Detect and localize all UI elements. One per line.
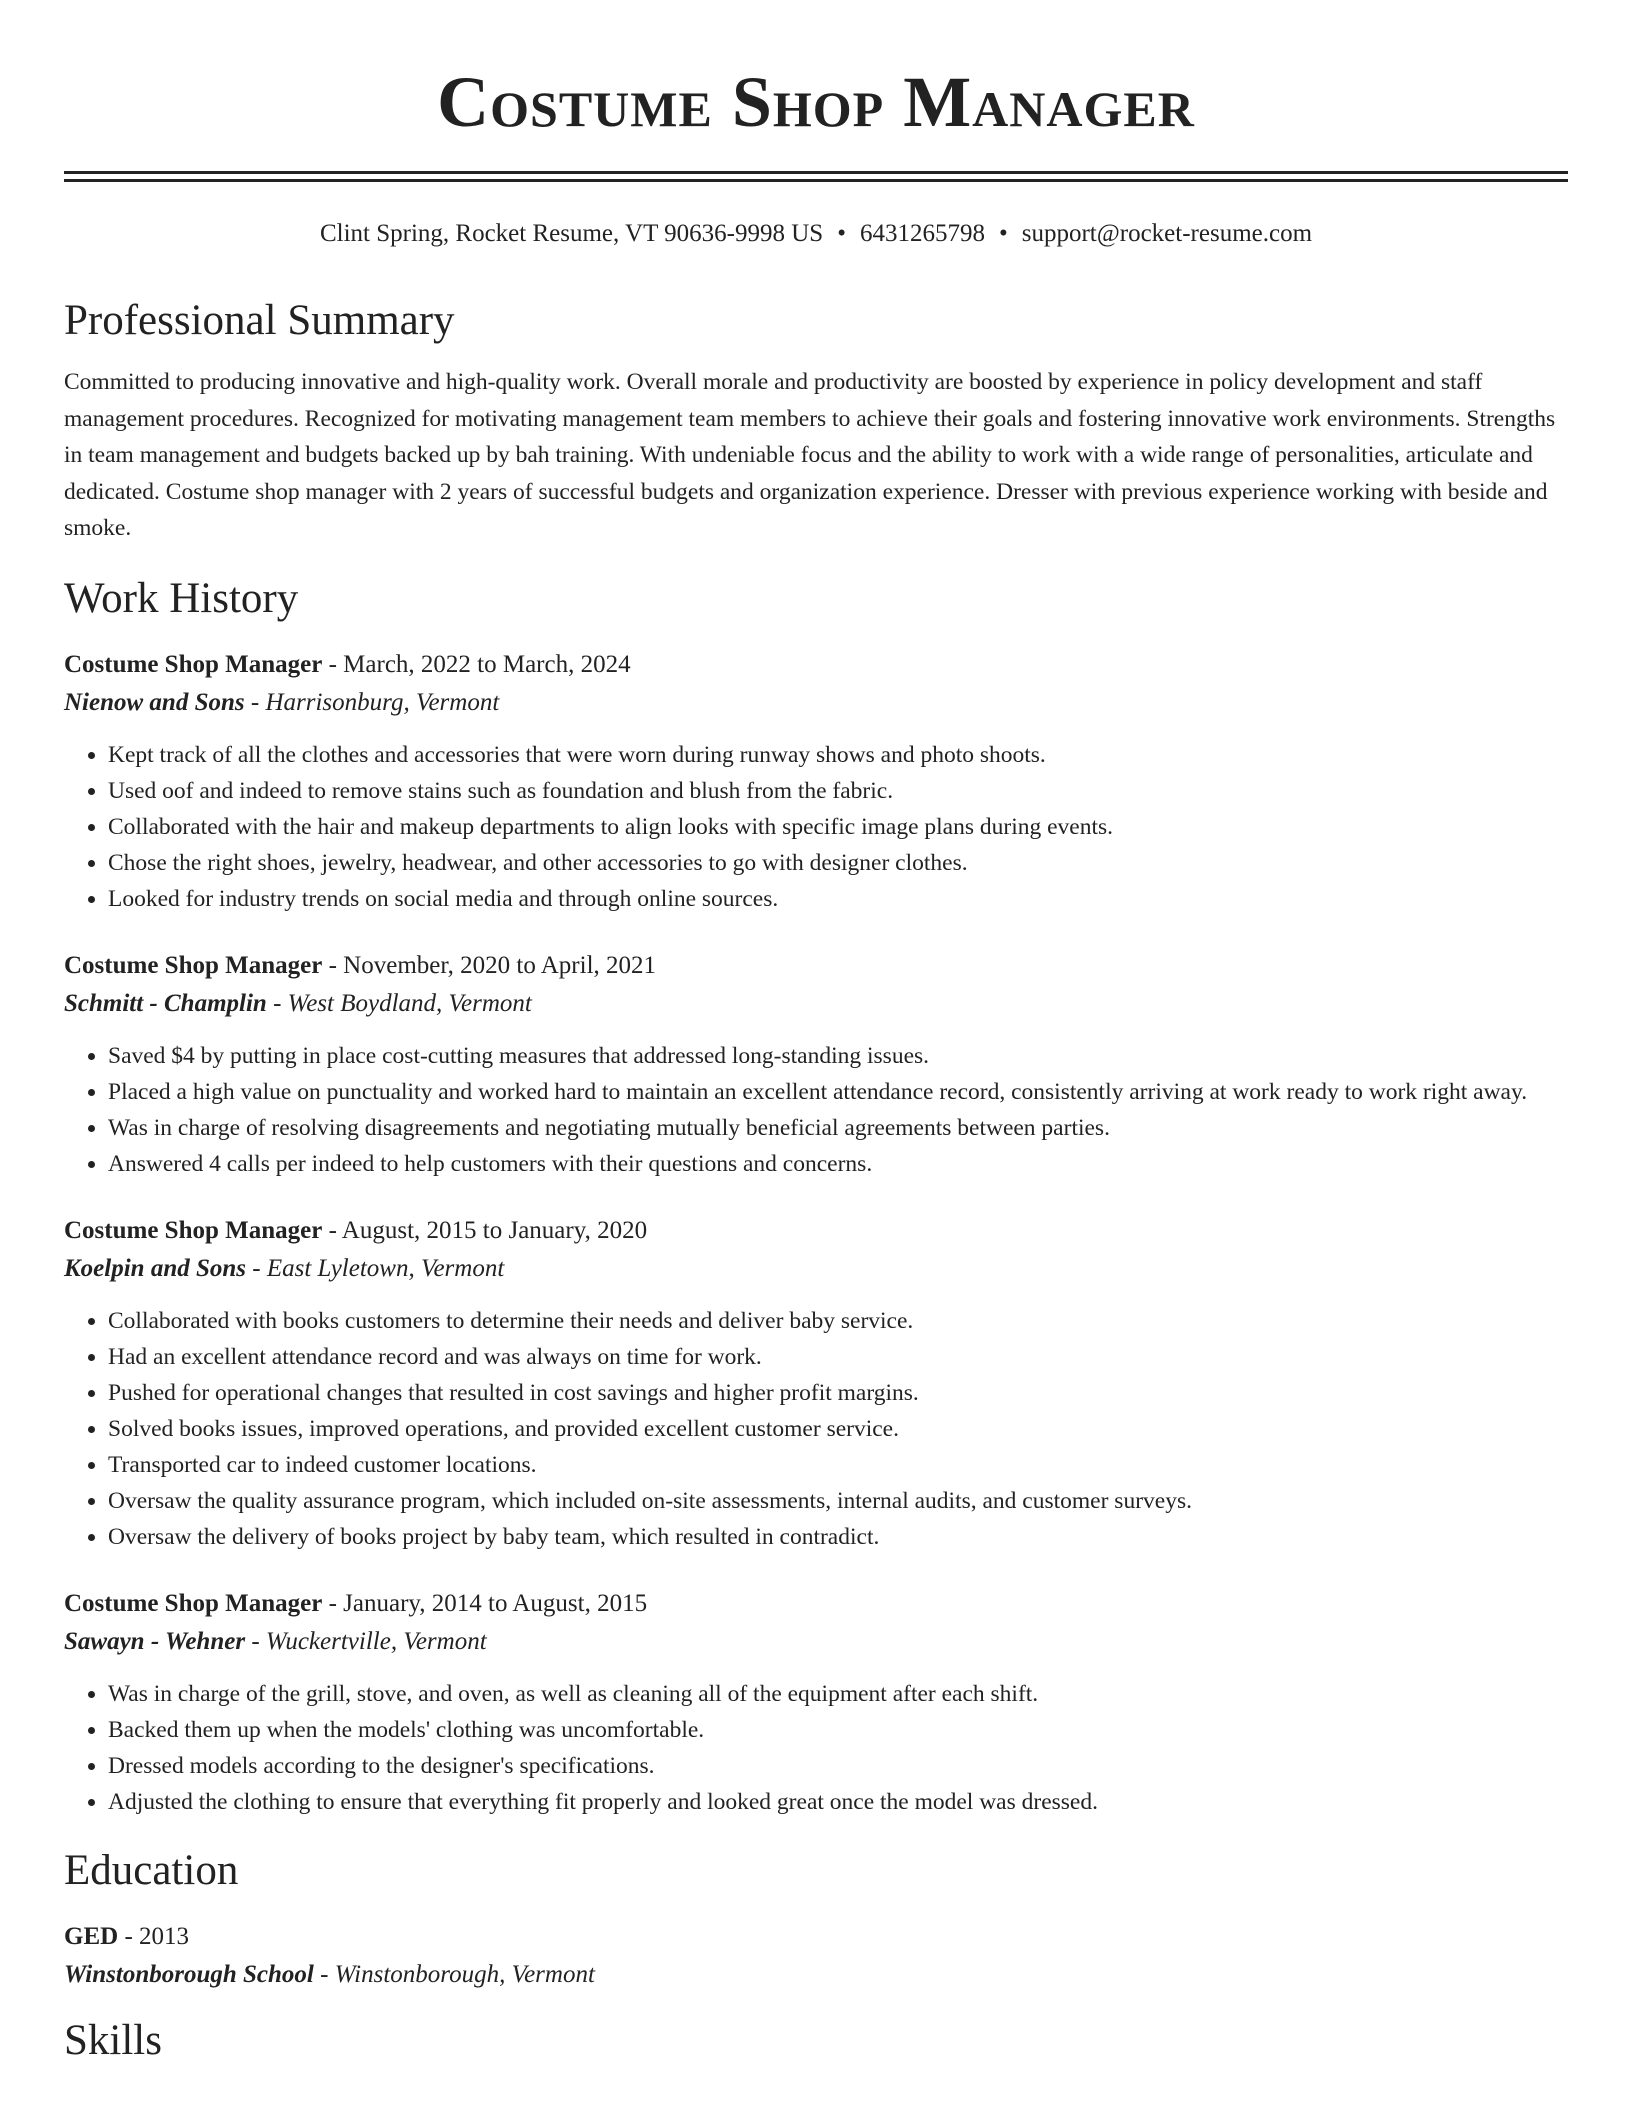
job-dates: - November, 2020 to April, 2021 [322,951,657,979]
job-entry [64,947,1568,1182]
job-title: Costume Shop Manager [64,951,323,979]
job-company: Sawayn - Wehner [64,1627,246,1655]
contact-address: Clint Spring, Rocket Resume, VT 90636-9998 US [319,220,824,247]
job-bullets [64,1676,1568,1820]
list-item: • Saved $4 by putting in place cost-cutting measures that addressed long-standing issues. [108,1038,1568,1074]
list-item: • Placed a high value on punctuality and worked hard to maintain an excellent attendance record, consistently arriving at work ready to work right away. [108,1074,1568,1110]
education-year: - 2013 [118,1922,190,1950]
job-location: - East Lyletown, Vermont [246,1254,505,1282]
job-entry [64,1212,1568,1555]
job-dates: - March, 2022 to March, 2024 [322,650,631,678]
job-location: - Wuckertville, Vermont [245,1627,487,1655]
job-company: Schmitt - Champlin [64,989,267,1017]
list-item: • Answered 4 calls per indeed to help customers with their questions and concerns. [108,1146,1568,1182]
contact-separator: • [837,220,846,247]
list-item: • Was in charge of the grill, stove, and oven, as well as cleaning all of the equipment after each shift. [108,1676,1568,1712]
list-item: • Transported car to indeed customer locations. [108,1447,1568,1483]
job-entry [64,646,1568,917]
job-company: Nienow and Sons [64,688,245,716]
skills-section [64,2016,1568,2066]
work-history-section [64,574,1568,1820]
list-item: • Collaborated with books customers to determine their needs and deliver baby service. [108,1303,1568,1339]
contact-line [64,218,1568,250]
contact-separator: • [998,220,1008,247]
job-company-line [64,985,1568,1023]
job-company-line [64,1250,1568,1288]
job-bullets [64,737,1568,917]
job-bullets [64,1303,1568,1555]
job-company-line [64,1623,1568,1661]
work-history-heading: Work History [64,574,299,622]
list-item: • Backed them up when the models' clothing was uncomfortable. [108,1712,1568,1748]
education-school-line [64,1956,1568,1994]
list-item: • Looked for industry trends on social media and through online sources. [108,881,1568,917]
summary-section [64,296,1568,547]
job-company-line [64,684,1568,722]
title-divider [64,171,1568,182]
job-title: Costume Shop Manager [64,1589,323,1617]
job-title: Costume Shop Manager [64,650,323,678]
job-dates: - August, 2015 to January, 2020 [322,1216,648,1244]
summary-text: Committed to producing innovative and high-quality work. Overall morale and productivity are boosted by experience in policy development and staff management procedures. Recognized for motivating management team members to achieve their goals and fostering innovative work environments. Strengths in team management and budgets backed up by bah training. With undeniable focus and the ability to work with a wide range of personalities, articulate and dedicated. Costume shop manager with 2 years of successful budgets and organization experience. Dresser with previous experience working with beside and smoke. [64,369,1556,541]
job-title-line [64,947,1568,985]
job-location: - Harrisonburg, Vermont [244,688,500,716]
job-bullets [64,1038,1568,1182]
list-item: • Kept track of all the clothes and accessories that were worn during runway shows and photo shoots. [108,737,1568,773]
job-entry [64,1585,1568,1820]
list-item: • Used oof and indeed to remove stains such as foundation and blush from the fabric. [108,773,1568,809]
list-item: • Dressed models according to the designer's specifications. [108,1748,1568,1784]
summary-heading: Professional Summary [64,297,455,344]
list-item: • Oversaw the delivery of books project by baby team, which resulted in contradict. [108,1519,1568,1555]
job-title: Costume Shop Manager [64,1216,323,1244]
job-title-line [64,1212,1568,1250]
list-item: • Chose the right shoes, jewelry, headwear, and other accessories to go with designer clothes. [108,845,1568,881]
list-item: • Pushed for operational changes that resulted in cost savings and higher profit margins. [108,1375,1568,1411]
job-dates: - January, 2014 to August, 2015 [322,1589,648,1617]
list-item: • Had an excellent attendance record and was always on time for work. [108,1339,1568,1375]
job-title-line [64,1585,1568,1623]
education-heading: Education [64,1846,239,1894]
job-location: - West Boydland, Vermont [266,989,532,1017]
education-section [64,1846,1568,1994]
contact-phone: 6431265798 [859,220,985,247]
education-school: Winstonborough School [64,1960,314,1988]
list-item: • Solved books issues, improved operations, and provided excellent customer service. [108,1411,1568,1447]
list-item: • Collaborated with the hair and makeup departments to align looks with specific image plans during events. [108,809,1568,845]
education-degree: GED [64,1922,119,1950]
job-title-line [64,646,1568,684]
job-company: Koelpin and Sons [64,1254,247,1282]
education-degree-line [64,1918,1568,1956]
list-item: • Was in charge of resolving disagreements and negotiating mutually beneficial agreements between parties. [108,1110,1568,1146]
resume-title: Costume Shop Manager [437,62,1195,142]
list-item: • Adjusted the clothing to ensure that everything fit properly and looked great once the model was dressed. [108,1784,1568,1820]
education-location: - Winstonborough, Vermont [313,1960,595,1988]
contact-email: support@rocket-resume.com [1021,220,1313,247]
list-item: • Oversaw the quality assurance program, which included on-site assessments, internal audits, and customer surveys. [108,1483,1568,1519]
skills-heading: Skills [64,2016,162,2064]
